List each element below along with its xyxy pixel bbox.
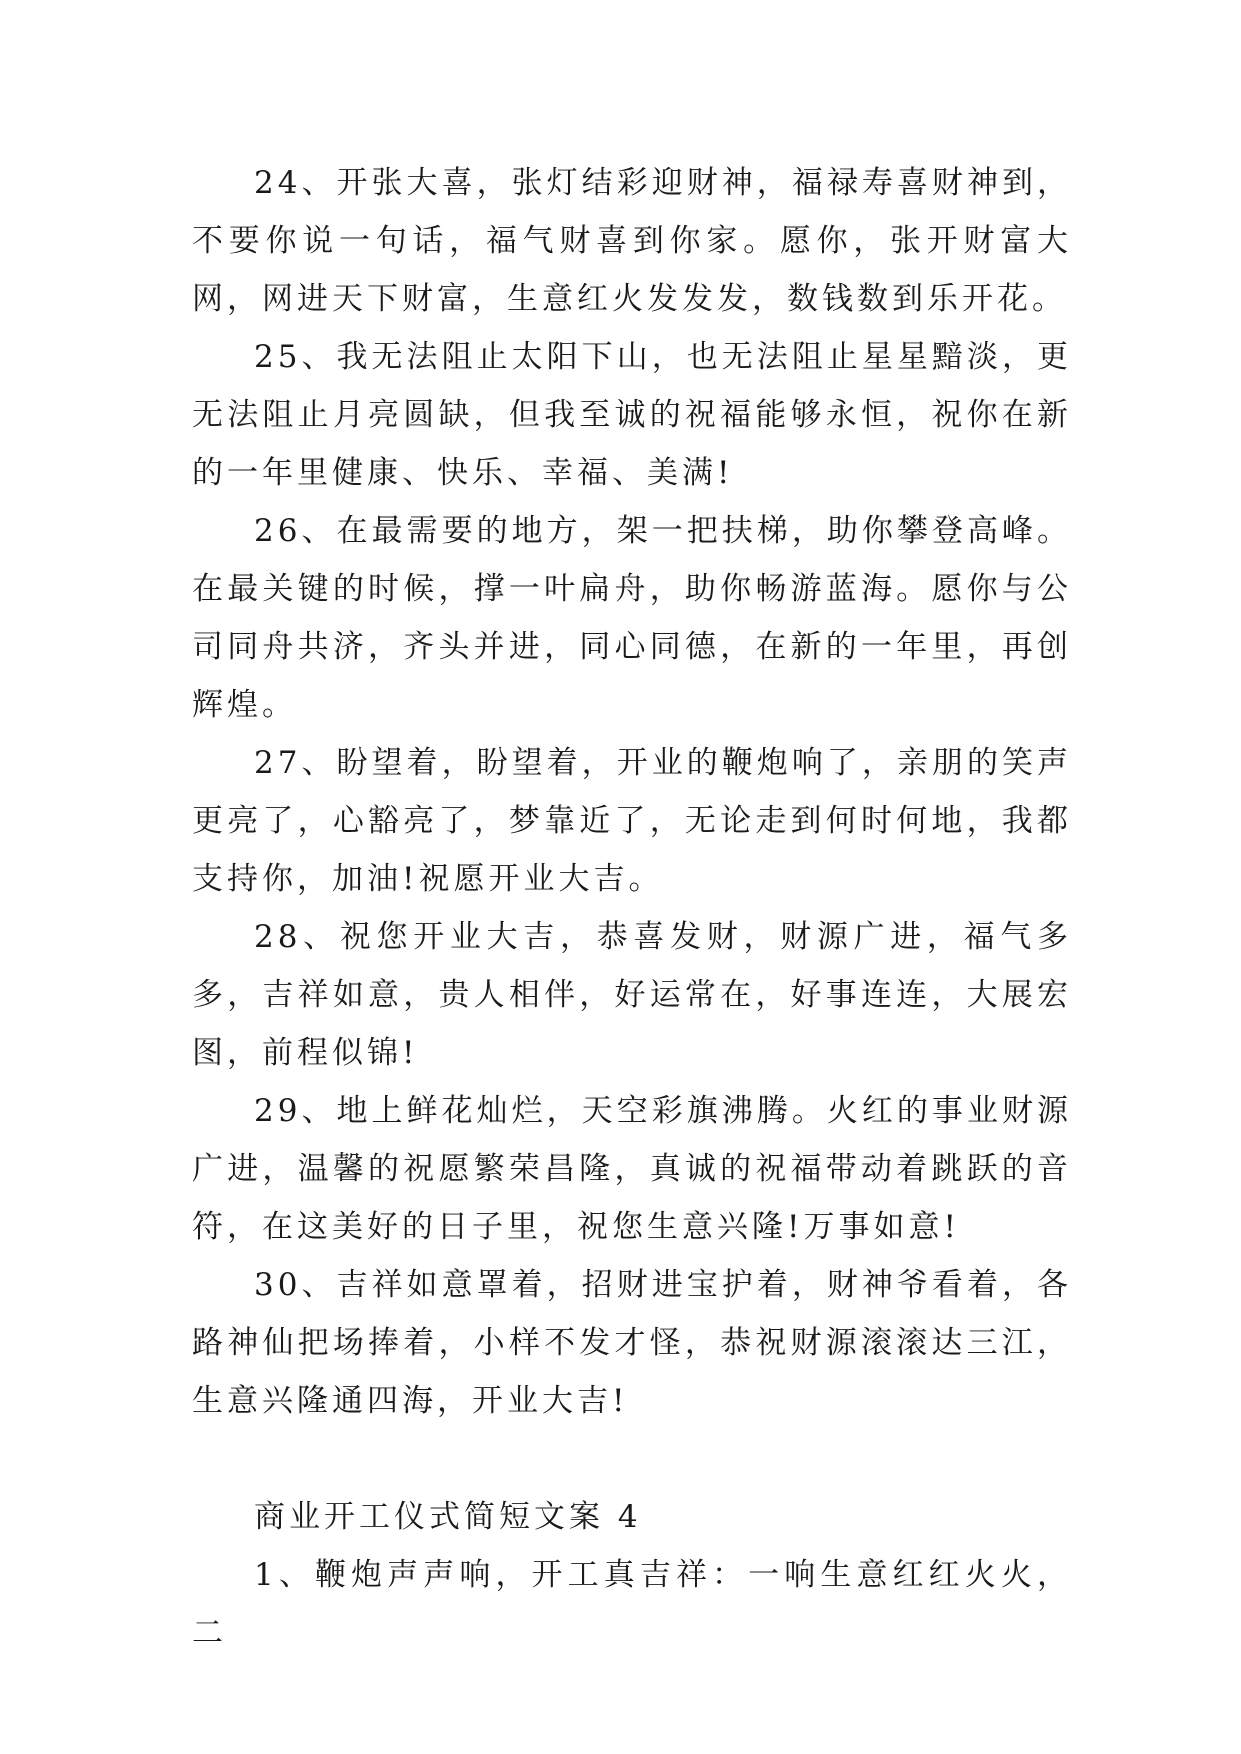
section-title: 商业开工仪式简短文案 4: [254, 1499, 642, 1535]
paragraph-30: 30、吉祥如意罩着，招财进宝护着，财神爷看着，各路神仙把场捧着，小样不发才怪，恭祝财源滚滚达三江，生意兴隆通四海，开业大吉!: [192, 1267, 1072, 1419]
paragraph-28: 28、祝您开业大吉，恭喜发财，财源广进，福气多多，吉祥如意，贵人相伴，好运常在，好事连连，大展宏图，前程似锦!: [192, 919, 1072, 1071]
paragraph-29: 29、地上鲜花灿烂，天空彩旗沸腾。火红的事业财源广进，温馨的祝愿繁荣昌隆，真诚的祝福带动着跳跃的音符，在这美好的日子里，祝您生意兴隆!万事如意!: [192, 1093, 1072, 1245]
document-body: [192, 154, 1072, 1662]
section-paragraph-1: 1、鞭炮声声响，开工真吉祥：一响生意红红火火，二: [192, 1557, 1072, 1651]
paragraph-25: 25、我无法阻止太阳下山，也无法阻止星星黯淡，更无法阻止月亮圆缺，但我至诚的祝福能够永恒，祝你在新的一年里健康、快乐、幸福、美满!: [192, 339, 1072, 491]
paragraph-27: 27、盼望着，盼望着，开业的鞭炮响了，亲朋的笑声更亮了，心豁亮了，梦靠近了，无论走到何时何地，我都支持你，加油!祝愿开业大吉。: [192, 745, 1072, 897]
paragraph-26: 26、在最需要的地方，架一把扶梯，助你攀登高峰。在最关键的时候，撑一叶扁舟，助你畅游蓝海。愿你与公司同舟共济，齐头并进，同心同德，在新的一年里，再创辉煌。: [192, 513, 1072, 723]
paragraph-24: 24、开张大喜，张灯结彩迎财神，福禄寿喜财神到，不要你说一句话，福气财喜到你家。愿你，张开财富大网，网进天下财富，生意红火发发发，数钱数到乐开花。: [192, 165, 1072, 317]
